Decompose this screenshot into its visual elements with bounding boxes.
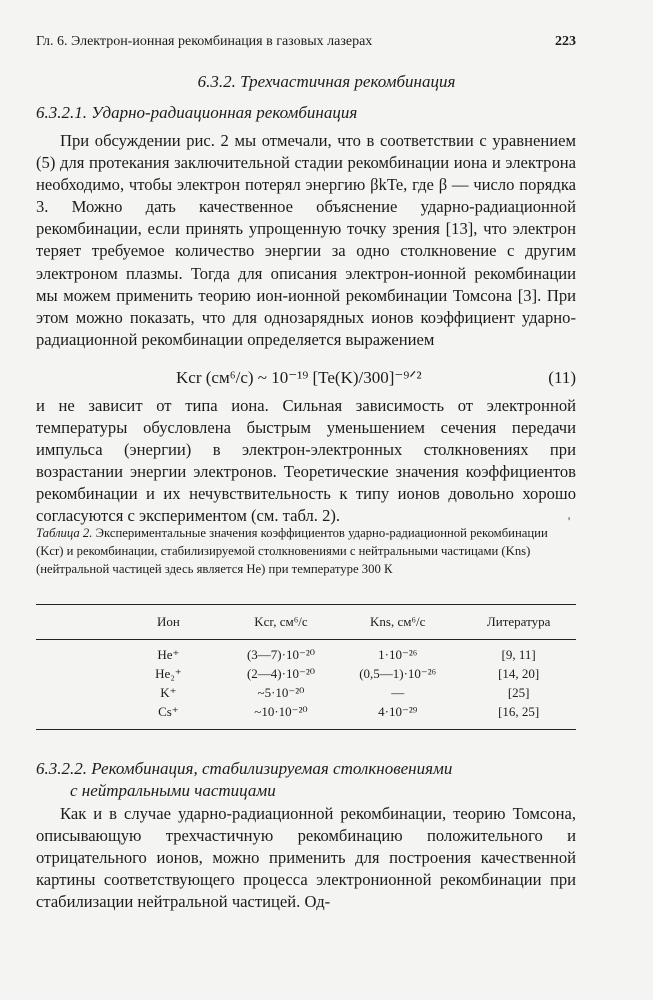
header-ion: Ион [109,605,228,640]
header-kns: Kns, см⁶/с [334,605,461,640]
cell-ion: He⁺ [157,646,180,662]
cell-literature: [9, 11] [501,646,536,662]
section-title: 6.3.2. Трехчастичная рекомбинация [197,72,456,91]
subsection-title-2-line-2: с нейтральными частицами [70,781,276,800]
running-header [36,34,576,50]
cell-kns: — [391,684,405,700]
data-table [36,604,576,730]
subsection-title-2 [36,758,452,802]
cell-kcr: ~10·10⁻²⁰ [228,702,334,730]
table-row [36,702,576,730]
subsection-title-2-line-1: 6.3.2.2. Рекомбинация, стабилизируемая столкновениями [36,759,453,778]
table-header-row [36,605,576,640]
paragraph-3: Как и в случае ударно-радиационной рекомбинации, теорию Томсона, описывающую трехчастичную рекомбинацию положительного и отрицательного ионов, можно применить для построения качественной картины соответствующего процесса электронионной рекомбинации при стабилизации нейтральной частицей. Од- [36,804,576,912]
table-row [36,640,576,665]
running-title: Гл. 6. Электрон-ионная рекомбинация в газовых лазерах [36,34,373,49]
cell-literature: [14, 20] [498,665,540,681]
table-caption-label: Таблица 2. [36,526,93,540]
cell-ion: He₂⁺ [155,665,182,681]
page-number: 223 [555,34,576,49]
header-literature: Литература [461,605,576,640]
cell-literature: [16, 25] [461,702,576,730]
table-caption-text: Экспериментальные значения коэффициентов ударно-радиационной рекомбинации (Kcr) и рекомбинации, стабилизируемой столкновениями с нейтральными частицами (Kns) (нейтральной частицей здесь является He) при температуре 300 К [36,526,548,576]
cell-ion: Cs⁺ [109,702,228,730]
margin-mark: ' [568,514,571,528]
cell-kns: (0,5—1)·10⁻²⁶ [359,665,437,681]
table-row [36,683,576,702]
cell-kcr: ~5·10⁻²⁰ [257,684,305,700]
cell-literature: [25] [507,684,530,700]
cell-kns: 1·10⁻²⁶ [378,646,418,662]
table-caption [36,525,556,578]
cell-kns: 4·10⁻²⁹ [334,702,461,730]
equation-number: (11) [548,368,576,387]
equation-formula: Kcr (см⁶/с) ~ 10⁻¹⁹ [Te(K)/300]⁻⁹ᐟ² [176,368,422,387]
header-spacer [36,605,109,640]
header-kcr: Kcr, см⁶/с [228,605,334,640]
cell-ion: K⁺ [160,684,177,700]
table-row [36,664,576,683]
subsection-title-1: 6.3.2.1. Ударно-радиационная рекомбинация [36,103,358,122]
paragraph-1: При обсуждении рис. 2 мы отмечали, что в соответствии с уравнением (5) для протекания заключительной стадии рекомбинации иона и электрона необходимо, чтобы электрон потерял энергию βkTe, где β — число порядка 3. Можно дать качественное объяснение ударно-радиационной рекомбинации, если принять упрощенную точку зрения [13], что электрон теряет требуемое количество энергии за одно столкновение с другим электроном плазмы. Тогда для описания электрон-ионной рекомбинации мы можем применить теорию ион-ионной рекомбинации Томсона [3]. При этом можно показать, что для однозарядных ионов коэффициент ударно-радиационной рекомбинации определяется выражением [36,131,576,349]
cell-kcr: (2—4)·10⁻²⁰ [246,665,315,681]
cell-kcr: (3—7)·10⁻²⁰ [246,646,315,662]
paragraph-2: и не зависит от типа иона. Сильная зависимость от электронной температуры обусловлена быстрым уменьшением сечения передачи импульса (энергии) в электрон-электронных столкновениях при возрастании энергии электронов. Теоретические значения коэффициентов рекомбинации и их нечувствительность к типу ионов довольно хорошо согласуются с экспериментом (см. табл. 2). [36,396,576,526]
